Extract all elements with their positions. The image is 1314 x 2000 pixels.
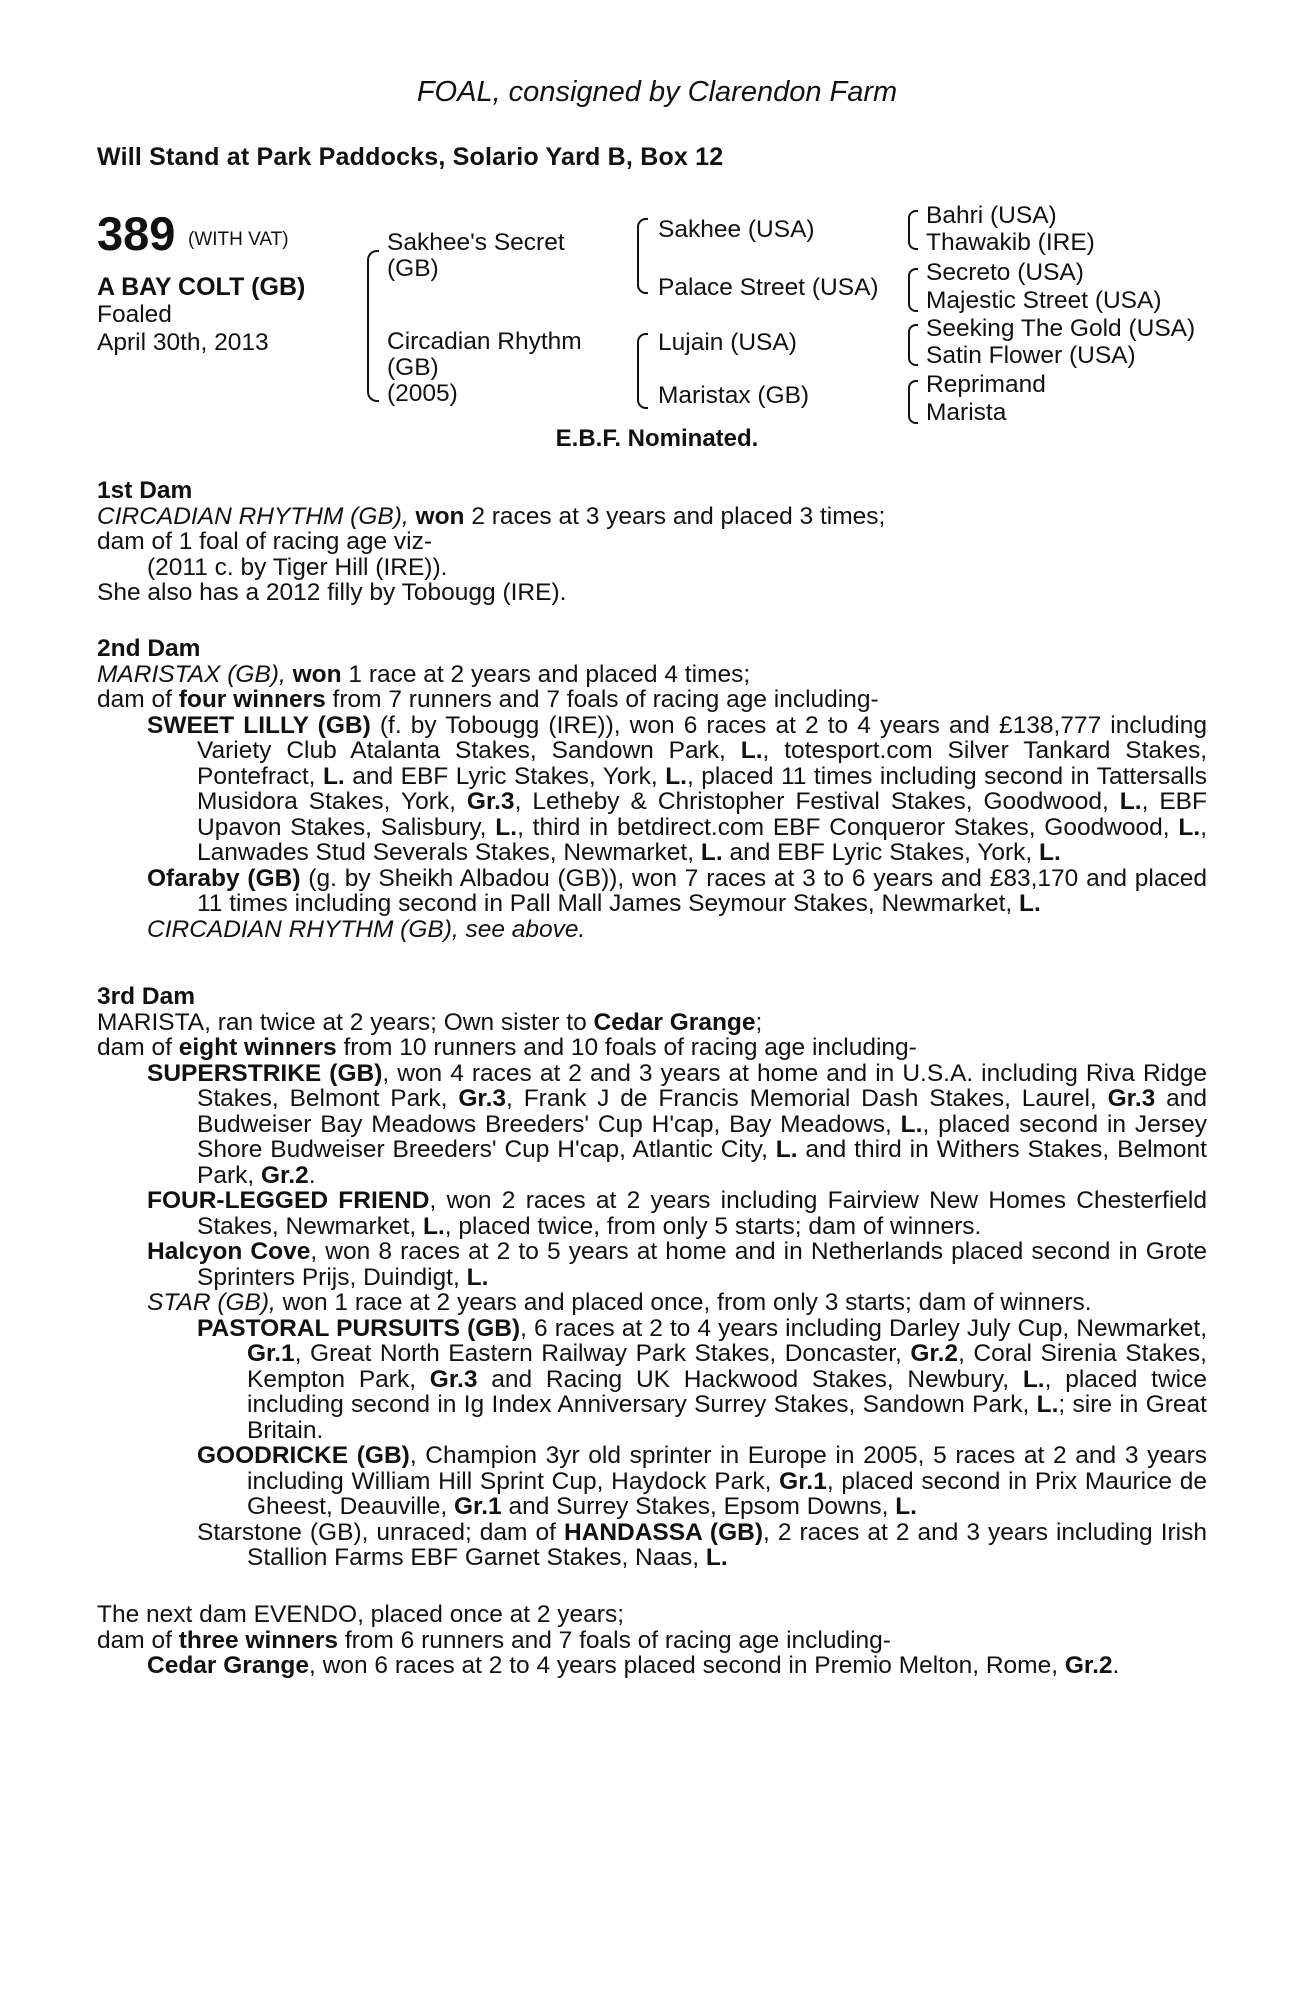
pedigree-brace-3b [908, 268, 918, 312]
first-dam-record: 2 races at 3 years and placed 3 times; [464, 502, 886, 530]
second-dam-record: 1 race at 2 years and placed 4 times; [341, 660, 751, 688]
dam-suffix: (GB) [387, 354, 439, 381]
pedigree-brace-sire [637, 218, 648, 294]
dam-name: Circadian Rhythm [387, 328, 582, 355]
dam-of-label: dam of [97, 1034, 179, 1061]
sire-of-dam: Lujain (USA) [658, 329, 797, 356]
progeny-halcyon-cove: Halcyon Cove, won 8 races at 2 to 5 years at home and in Netherlands placed second in Grote Sprinters Prijs, Duindigt, L. [147, 1238, 1207, 1291]
pedigree-brace-3c [908, 324, 918, 366]
runners-text: from 7 runners and 7 foals of racing age including- [325, 686, 879, 713]
dam-of-label: dam of [97, 686, 179, 713]
second-dam-name: MARISTAX (GB), [97, 660, 286, 688]
pedigree-brace-3a [908, 210, 918, 250]
winners-count: eight winners [178, 1034, 337, 1061]
progeny-starstone: Starstone (GB), unraced; dam of HANDASSA (GB), 2 races at 2 and 3 years including Irish Stallion Farms EBF Garnet Stakes, Naas, L. [197, 1518, 1207, 1571]
third-dam-heading: 3rd Dam [97, 983, 196, 1010]
sister-name: Cedar Grange [593, 1008, 756, 1036]
runners-text: from 10 runners and 10 foals of racing age including- [336, 1034, 917, 1061]
next-dam-line1: The next dam EVENDO, placed once at 2 years; [97, 1601, 625, 1628]
runners-text: from 6 runners and 7 foals of racing age including- [338, 1626, 891, 1654]
third-dam-section: 3rd Dam MARISTA, ran twice at 2 years; Own sister to Cedar Grange; dam of eight winners from 10 runners and 10 foals of racing age including- SUPERSTRIKE (GB), won 4 races at 2 and 3 years at home and in U.S.A. including Riva Ridge Stakes, Belmont Park, Gr.3, Frank J de Francis Memorial Dash Stakes, Laurel, Gr.3 and Budweiser Bay Meadows Breeders' Cup H'cap, Bay Meadows, L., placed second in Jersey Shore Budweiser Breeders' Cup H'cap, Atlantic City, L. and third in Withers Stakes, Belmont Park, Gr.2. FOUR-LEGGED FRIEND, won 2 races at 2 years including Fairview New Homes Chesterfield Stakes, Newmarket, L., placed twice, from only 5 starts; dam of winners. Halcyon Cove, won 8 races at 2 to 5 years at home and in Netherlands placed second in Grote Sprinters Prijs, Duindigt, L. STAR (GB), won 1 race at 2 years and placed once, from only 3 starts; dam of winners. PASTORAL PURSUITS (GB), 6 races at 2 to 4 years including Darley July Cup, Newmarket, Gr.1, Great North Eastern Railway Park Stakes, Doncaster, Gr.2, Coral Sirenia Stakes, Kempton Park, Gr.3 and Racing UK Hackwood Stakes, Newbury, L., placed twice including second in Ig Index Anniversary Surrey Stakes, Sandown Park, L.; sire in Great Britain. GOODRICKE (GB), Champion 3yr old sprinter in Europe in 2005, 5 races at 2 and 3 years including William Hill Sprint Cup, Haydock Park, Gr.1, placed second in Prix Maurice de Gheest, Deauville, Gr.1 and Surrey Stakes, Epsom Downs, L. Starstone (GB), unraced; dam of HANDASSA (GB), 2 races at 2 and 3 years including Irish Stallion Farms EBF Garnet Stakes, Naas, L. [97, 983, 1208, 1571]
g3-sds: Secreto (USA) [926, 259, 1084, 286]
consignment-line: FOAL, consigned by Clarendon Farm [416, 76, 898, 108]
g3-sss: Bahri (USA) [926, 202, 1057, 229]
won-label: won [415, 502, 465, 530]
first-dam-section [97, 478, 1207, 606]
g3-sdd: Majestic Street (USA) [926, 287, 1162, 314]
first-dam-line3: (2011 c. by Tiger Hill (IRE)). [147, 553, 448, 581]
foaled-date: April 30th, 2013 [97, 329, 269, 356]
dam-of-sire: Palace Street (USA) [658, 274, 879, 301]
progeny-cedar-grange: Cedar Grange, won 6 races at 2 to 4 years placed second in Premio Melton, Rome, Gr.2. [147, 1652, 1120, 1679]
progeny-star: STAR (GB), won 1 race at 2 years and placed once, from only 3 starts; dam of winners. [147, 1289, 1092, 1316]
progeny-ofaraby: Ofaraby (GB) (g. by Sheikh Albadou (GB)), won 7 races at 3 to 6 years and £83,170 and placed 11 times including second in Pall Mall James Seymour Stakes, Newmarket, L. [147, 864, 1208, 917]
sire-suffix: (GB) [387, 255, 439, 282]
g3-dss: Seeking The Gold (USA) [926, 315, 1196, 342]
progeny-pastoral-pursuits: PASTORAL PURSUITS (GB), 6 races at 2 to 4 years including Darley July Cup, Newmarket, Gr.1, Great North Eastern Railway Park Stakes, Doncaster, Gr.2, Coral Sirenia Stakes, Kempton Park, Gr.3 and Racing UK Hackwood Stakes, Newbury, L., placed twice including second in Ig Index Anniversary Surrey Stakes, Sandown Park, L.; sire in Great Britain. [197, 1314, 1207, 1444]
dam-year: (2005) [387, 380, 458, 407]
progeny-superstrike: SUPERSTRIKE (GB), won 4 races at 2 and 3 years at home and in U.S.A. including Riva Ridge Stakes, Belmont Park, Gr.3, Frank J de Francis Memorial Dash Stakes, Laurel, Gr.3 and Budweiser Bay Meadows Breeders' Cup H'cap, Bay Meadows, L., placed second in Jersey Shore Budweiser Breeders' Cup H'cap, Atlantic City, L. and third in Withers Stakes, Belmont Park, Gr.2. [147, 1059, 1208, 1189]
vat-label: (WITH VAT) [188, 229, 289, 250]
pedigree-brace-dam [637, 333, 648, 409]
stand-location: Will Stand at Park Paddocks, Solario Yard B, Box 12 [97, 143, 724, 171]
progeny-four-legged-friend: FOUR-LEGGED FRIEND, won 2 races at 2 years including Fairview New Homes Chesterfield Stakes, Newmarket, L., placed twice, from only 5 starts; dam of winners. [147, 1187, 1208, 1240]
won-label: won [292, 660, 342, 688]
progeny-goodricke: GOODRICKE (GB), Champion 3yr old sprinter in Europe in 2005, 5 races at 2 and 3 years including William Hill Sprint Cup, Haydock Park, Gr.1, placed second in Prix Maurice de Gheest, Deauville, Gr.1 and Surrey Stakes, Epsom Downs, L. [197, 1442, 1208, 1520]
lot-description: A BAY COLT (GB) [97, 273, 306, 301]
g3-ddd: Marista [926, 399, 1007, 426]
sire-of-sire: Sakhee (USA) [658, 216, 815, 243]
third-dam-line1: MARISTA, ran twice at 2 years; Own sister to [97, 1008, 594, 1036]
g3-ssd: Thawakib (IRE) [926, 229, 1095, 256]
first-dam-line4: She also has a 2012 filly by Tobougg (IRE). [97, 579, 567, 606]
second-dam-section [97, 636, 1207, 942]
progeny-sweet-lilly: SWEET LILLY (GB) (f. by Tobougg (IRE)), won 6 races at 2 to 4 years and £138,777 including Variety Club Atalanta Stakes, Sandown Park, L., totesport.com Silver Tankard Stakes, Pontefract, L. and EBF Lyric Stakes, York, L., placed 11 times including second in Tattersalls Musidora Stakes, York, Gr.3, Letheby & Christopher Festival Stakes, Goodwood, L., EBF Upavon Stakes, Salisbury, L., third in betdirect.com EBF Conqueror Stakes, Goodwood, L., Lanwades Stud Severals Stakes, Newmarket, L. and EBF Lyric Stakes, York, L. [147, 711, 1208, 866]
winners-count: four winners [178, 686, 326, 713]
pedigree-brace-3d [908, 380, 918, 424]
ebf-nominated: E.B.F. Nominated. [555, 425, 759, 452]
progeny-circadian: CIRCADIAN RHYTHM (GB), see above. [147, 915, 586, 943]
lot-number: 389 [97, 207, 176, 260]
winners-count: three winners [178, 1626, 339, 1654]
second-dam-heading: 2nd Dam [97, 635, 201, 662]
dam-of-dam: Maristax (GB) [658, 382, 810, 409]
dam-of-label: dam of [97, 1626, 179, 1654]
first-dam-line2: dam of 1 foal of racing age viz- [97, 528, 433, 555]
next-dam-section [97, 1602, 1207, 1679]
sire-name: Sakhee's Secret [387, 229, 565, 256]
pedigree-brace-main [367, 250, 379, 402]
first-dam-name: CIRCADIAN RHYTHM (GB), [97, 502, 409, 530]
first-dam-heading: 1st Dam [97, 477, 193, 504]
g3-dds: Reprimand [926, 371, 1046, 398]
foaled-label: Foaled [97, 301, 172, 328]
g3-dsd: Satin Flower (USA) [926, 342, 1136, 369]
